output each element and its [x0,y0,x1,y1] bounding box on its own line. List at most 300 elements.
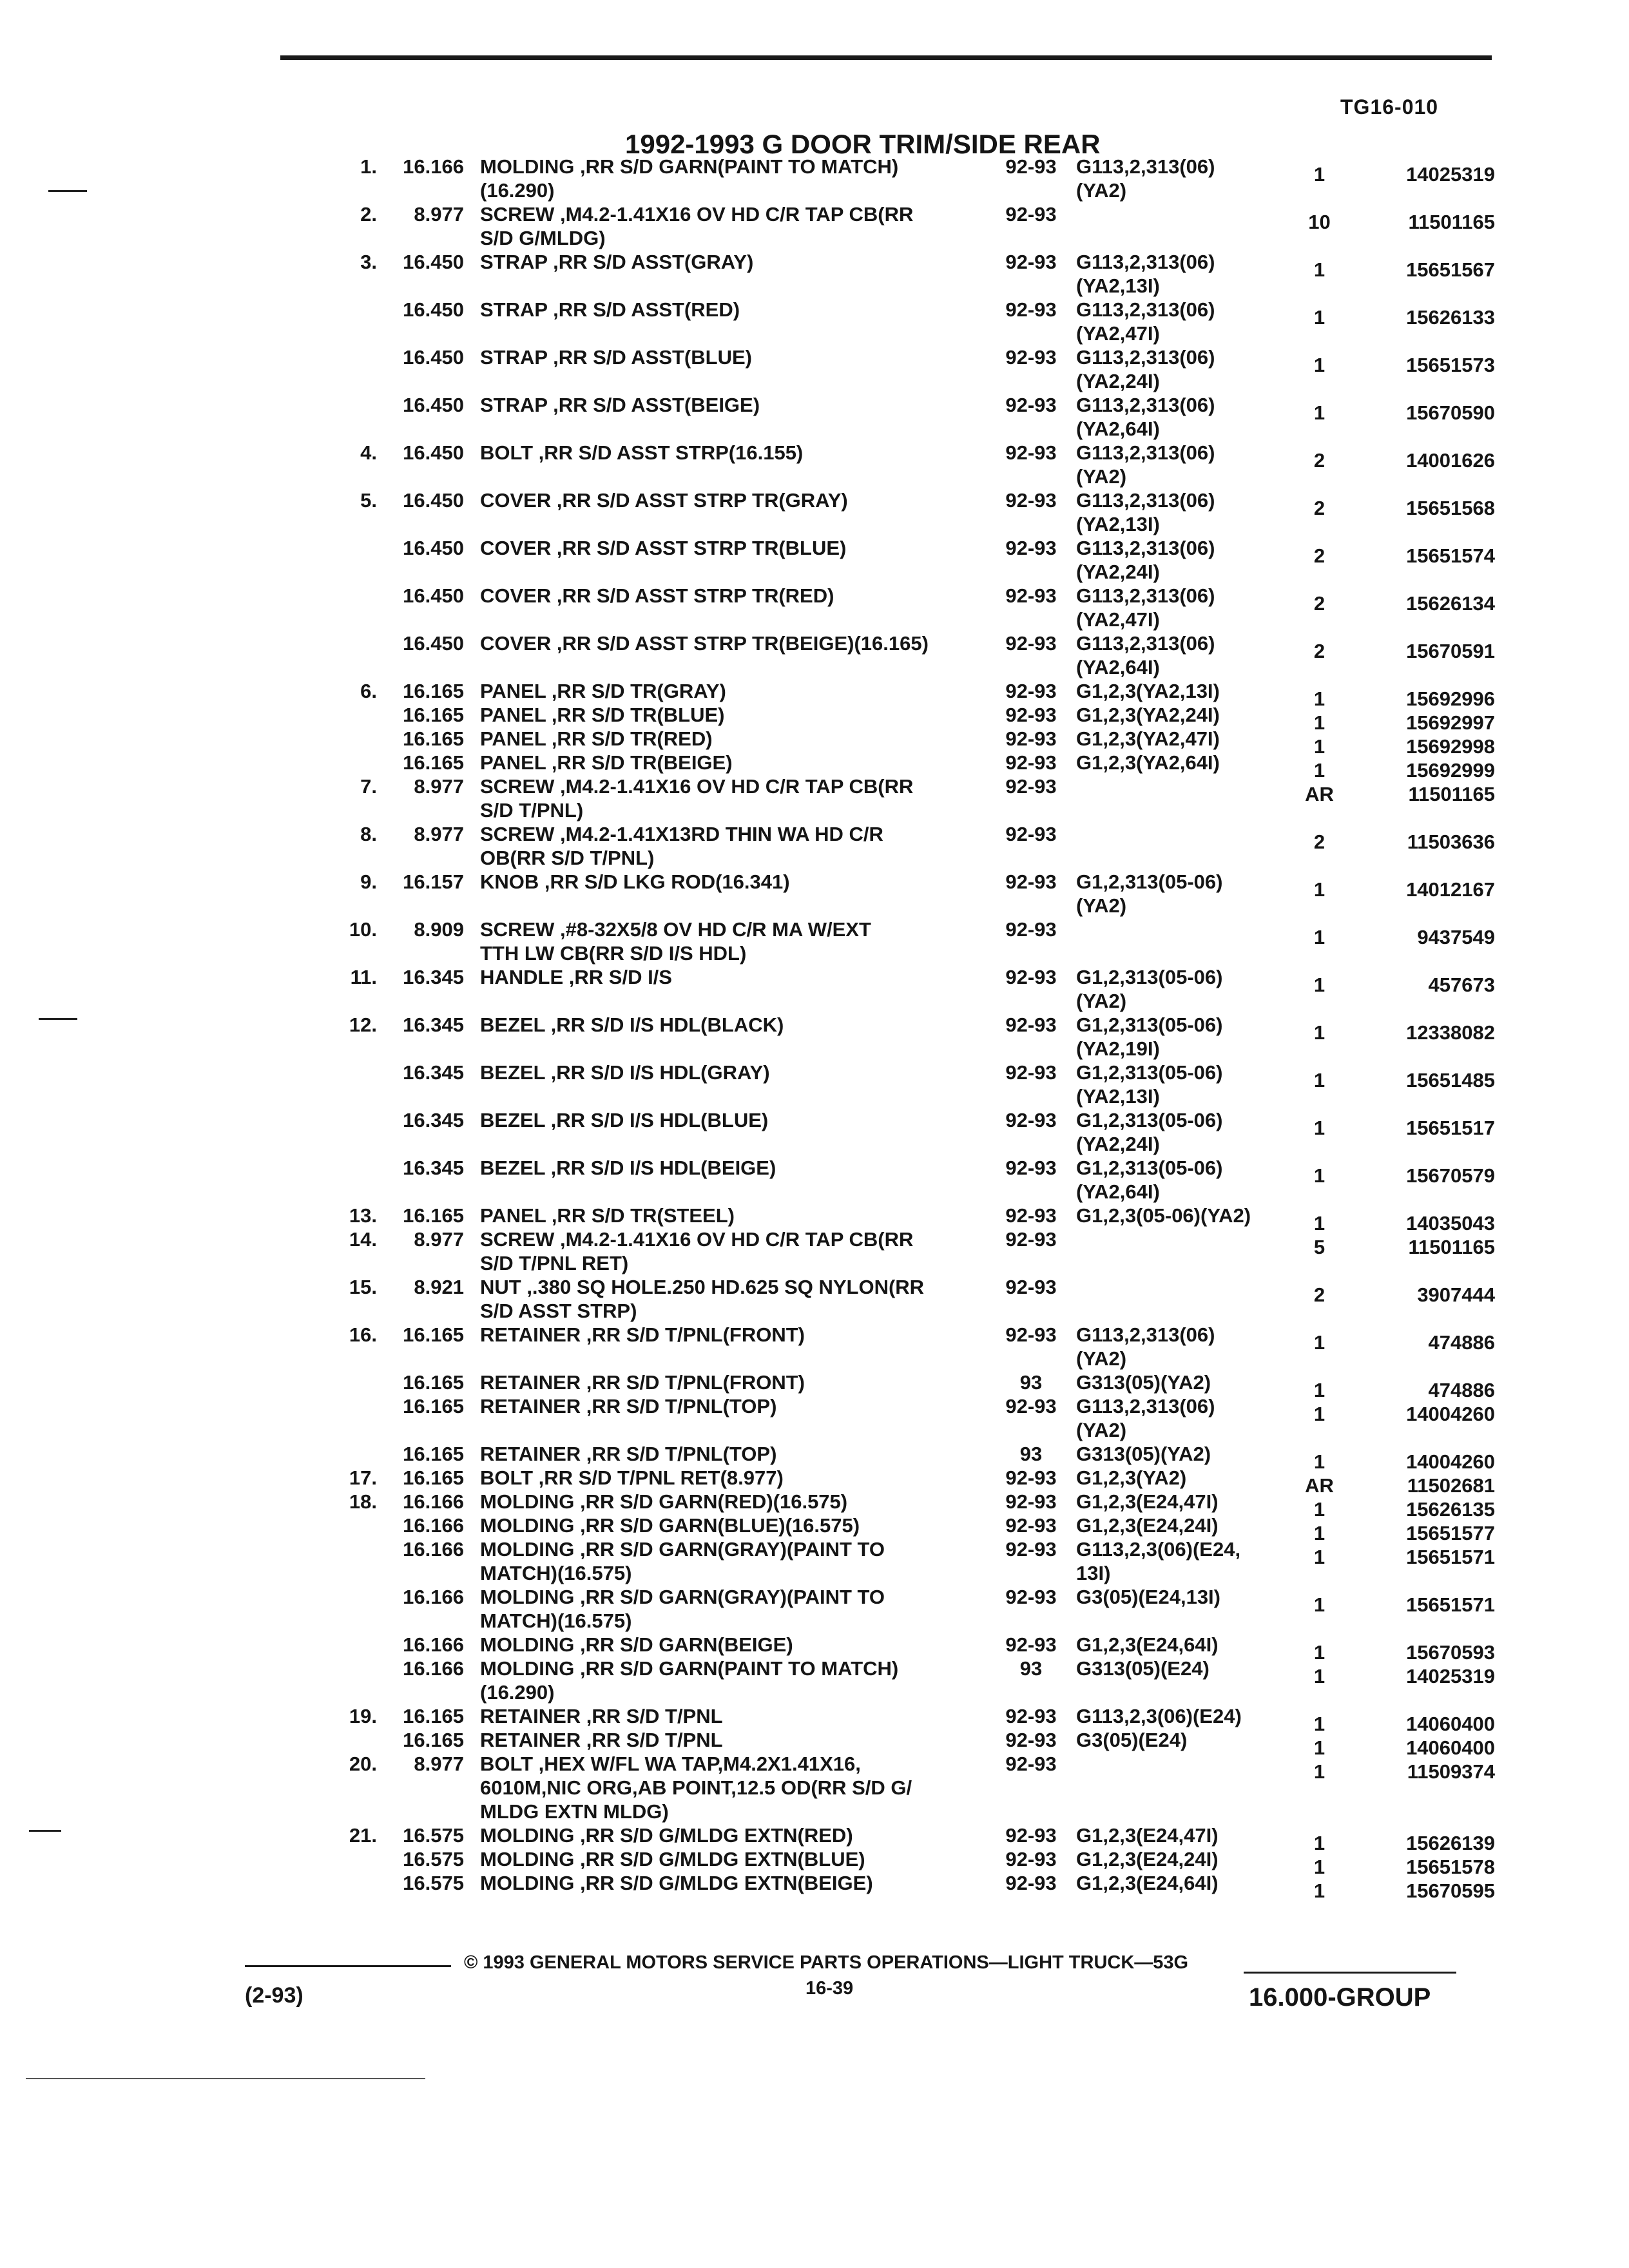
group-number: 16.450 [403,489,464,512]
table-row [0,584,1629,631]
model-years: 92-93 [1005,870,1057,893]
table-row [0,1227,1629,1275]
item-number: 6. [360,680,377,702]
quantity: 2 [1313,544,1325,567]
usage-code: G113,2,313(06) (YA2,24I) [1076,346,1215,392]
part-number: 12338082 [1406,1021,1495,1044]
group-number: 16.165 [403,1443,464,1465]
part-number: 15651577 [1406,1522,1495,1544]
page-number: 16-39 [805,1978,854,1999]
usage-code: G113,2,313(06) (YA2) [1076,1395,1215,1441]
quantity: 1 [1313,735,1325,758]
part-number: 15651517 [1406,1117,1495,1139]
table-row [0,1728,1629,1759]
group-number: 16.345 [403,1109,464,1131]
item-number: 5. [360,489,377,512]
part-description: SCREW ,#8-32X5/8 OV HD C/R MA W/EXT TTH LW CB(RR S/D I/S HDL) [480,918,871,965]
usage-code: G313(05)(YA2) [1076,1443,1211,1465]
group-number: 8.909 [414,918,464,941]
item-number: 8. [360,823,377,845]
part-description: MOLDING ,RR S/D GARN(PAINT TO MATCH) (16.290) [480,155,899,202]
quantity: 1 [1313,1713,1325,1735]
quantity: 1 [1313,1069,1325,1091]
part-description: NUT ,.380 SQ HOLE.250 HD.625 SQ NYLON(RR S/D ASST STRP) [480,1276,925,1322]
part-description: STRAP ,RR S/D ASST(GRAY) [480,251,754,273]
quantity: 1 [1313,759,1325,782]
group-number: 16.166 [403,155,464,178]
usage-code: G113,2,313(06) (YA2,24I) [1076,537,1215,583]
quantity: 2 [1313,640,1325,662]
table-row [0,1370,1629,1401]
part-number: 15651567 [1406,258,1495,281]
footer-rule-left [245,1965,451,1967]
model-years: 92-93 [1005,918,1057,941]
part-description: MOLDING ,RR S/D GARN(GRAY)(PAINT TO MATCH)(16.575) [480,1538,885,1584]
item-number: 17. [349,1466,377,1489]
group-number: 8.977 [414,823,464,845]
model-years: 92-93 [1005,704,1057,726]
part-description: RETAINER ,RR S/D T/PNL(FRONT) [480,1323,805,1346]
table-row [0,1847,1629,1878]
quantity: 1 [1313,1403,1325,1425]
table-row [0,1704,1629,1735]
quantity: 1 [1313,1760,1325,1783]
item-number: 1. [360,155,377,178]
table-row [0,631,1629,679]
item-number: 14. [349,1228,377,1251]
quantity: 1 [1313,1522,1325,1544]
table-row [0,393,1629,441]
part-description: SCREW ,M4.2-1.41X16 OV HD C/R TAP CB(RR S/D T/PNL) [480,775,914,822]
model-years: 92-93 [1005,823,1057,845]
part-number: 14035043 [1406,1212,1495,1235]
group-number: 16.450 [403,537,464,559]
model-years: 92-93 [1005,584,1057,607]
quantity: 1 [1313,163,1325,186]
table-row [0,488,1629,536]
usage-code: G113,2,313(06) (YA2,64I) [1076,632,1215,678]
group-number: 16.165 [403,1204,464,1227]
usage-code: G113,2,3(06)(E24) [1076,1705,1242,1727]
part-number: 15651568 [1406,497,1495,519]
model-years: 92-93 [1005,346,1057,369]
quantity: 1 [1313,306,1325,329]
model-years: 92-93 [1005,632,1057,655]
usage-code: G1,2,313(05-06) (YA2,64I) [1076,1157,1223,1203]
part-number: 14025319 [1406,1665,1495,1687]
part-number: 15692997 [1406,711,1495,734]
part-number: 14004260 [1406,1450,1495,1473]
item-number: 20. [349,1753,377,1775]
usage-code: G1,2,3(E24,24I) [1076,1848,1219,1870]
table-row [0,1585,1629,1633]
quantity: 1 [1313,1212,1325,1235]
model-years: 92-93 [1005,1323,1057,1346]
part-description: MOLDING ,RR S/D GARN(BEIGE) [480,1633,793,1656]
table-row [0,1871,1629,1902]
model-years: 93 [1019,1657,1043,1680]
model-years: 92-93 [1005,1228,1057,1251]
table-row [0,1823,1629,1854]
item-number: 10. [349,918,377,941]
model-years: 92-93 [1005,1705,1057,1727]
part-number: 9437549 [1417,926,1495,948]
model-years: 92-93 [1005,1586,1057,1608]
part-number: 15626135 [1406,1498,1495,1521]
group-number: 16.450 [403,394,464,416]
group-number: 8.977 [414,775,464,798]
part-description: STRAP ,RR S/D ASST(BEIGE) [480,394,760,416]
table-row [0,679,1629,710]
part-number: 14060400 [1406,1713,1495,1735]
table-row [0,774,1629,822]
model-years: 92-93 [1005,1061,1057,1084]
model-years: 92-93 [1005,1109,1057,1131]
table-row [0,1108,1629,1156]
table-row [0,1514,1629,1544]
model-years: 92-93 [1005,1204,1057,1227]
usage-code: G1,2,3(YA2,24I) [1076,704,1220,726]
usage-code: G1,2,3(YA2,64I) [1076,751,1220,774]
usage-code: G113,2,313(06) (YA2) [1076,1323,1215,1370]
table-row [0,1275,1629,1323]
quantity: 1 [1313,1593,1325,1616]
group-number: 16.166 [403,1490,464,1513]
table-row [0,1657,1629,1704]
part-number: 457673 [1428,974,1495,996]
table-row [0,1013,1629,1061]
part-number: 3907444 [1417,1283,1495,1306]
group-number: 16.165 [403,1395,464,1418]
model-years: 92-93 [1005,155,1057,178]
part-description: PANEL ,RR S/D TR(BEIGE) [480,751,733,774]
part-description: BOLT ,HEX W/FL WA TAP,M4.2X1.41X16, 6010M,NIC ORG,AB POINT,12.5 OD(RR S/D G/ MLDG EXTN MLDG) [480,1753,912,1823]
usage-code: G1,2,313(05-06) (YA2,13I) [1076,1061,1223,1108]
part-number: 11502681 [1407,1474,1495,1497]
part-description: BOLT ,RR S/D ASST STRP(16.155) [480,441,804,464]
group-number: 16.450 [403,584,464,607]
usage-code: G1,2,3(E24,64I) [1076,1633,1219,1656]
table-row [0,870,1629,918]
model-years: 92-93 [1005,751,1057,774]
usage-code: G1,2,3(E24,64I) [1076,1872,1219,1894]
table-row [0,202,1629,250]
page-title: 1992-1993 G DOOR TRIM/SIDE REAR [625,129,1101,159]
usage-code: G113,2,313(06) (YA2,13I) [1076,251,1215,297]
part-description: MOLDING ,RR S/D G/MLDG EXTN(BEIGE) [480,1872,873,1894]
item-number: 9. [360,870,377,893]
group-number: 16.166 [403,1657,464,1680]
group-number: 16.450 [403,298,464,321]
part-number: 15651574 [1406,544,1495,567]
quantity: 1 [1313,1832,1325,1854]
usage-code: G113,2,313(06) (YA2) [1076,155,1215,202]
top-rule [280,55,1492,60]
part-description: PANEL ,RR S/D TR(STEEL) [480,1204,735,1227]
item-number: 19. [349,1705,377,1727]
part-description: STRAP ,RR S/D ASST(RED) [480,298,740,321]
group-number: 16.345 [403,1061,464,1084]
item-number: 7. [360,775,377,798]
quantity: 1 [1313,401,1325,424]
part-number: 15670590 [1406,401,1495,424]
part-description: BOLT ,RR S/D T/PNL RET(8.977) [480,1466,784,1489]
part-description: MOLDING ,RR S/D GARN(BLUE)(16.575) [480,1514,860,1537]
table-row [0,441,1629,488]
quantity: 1 [1313,974,1325,996]
table-row [0,536,1629,584]
table-row [0,250,1629,298]
quantity: 1 [1313,926,1325,948]
part-description: HANDLE ,RR S/D I/S [480,966,672,988]
model-years: 92-93 [1005,1514,1057,1537]
part-number: 14004260 [1406,1403,1495,1425]
table-row [0,751,1629,782]
part-description: BEZEL ,RR S/D I/S HDL(BLACK) [480,1014,784,1036]
usage-code: G1,2,3(E24,47I) [1076,1824,1219,1847]
quantity: AR [1305,1474,1334,1497]
part-description: MOLDING ,RR S/D GARN(RED)(16.575) [480,1490,848,1513]
model-years: 92-93 [1005,966,1057,988]
part-description: BEZEL ,RR S/D I/S HDL(BLUE) [480,1109,769,1131]
part-number: 15670591 [1406,640,1495,662]
item-number: 11. [350,966,377,988]
group-number: 16.165 [403,1466,464,1489]
part-description: PANEL ,RR S/D TR(RED) [480,727,713,750]
quantity: 1 [1313,1164,1325,1187]
quantity: 1 [1313,1379,1325,1401]
model-years: 92-93 [1005,203,1057,226]
group-number: 16.165 [403,1323,464,1346]
group-number: 8.977 [414,1228,464,1251]
part-number: 15626134 [1406,592,1495,615]
part-description: COVER ,RR S/D ASST STRP TR(BLUE) [480,537,847,559]
part-description: BEZEL ,RR S/D I/S HDL(GRAY) [480,1061,770,1084]
part-number: 14012167 [1406,878,1495,901]
group-number: 16.165 [403,680,464,702]
item-number: 21. [349,1824,377,1847]
model-years: 92-93 [1005,537,1057,559]
model-years: 92-93 [1005,1014,1057,1036]
quantity: 1 [1313,711,1325,734]
group-number: 16.450 [403,441,464,464]
usage-code: G113,2,3(06)(E24, 13I) [1076,1538,1241,1584]
group-number: 16.165 [403,1705,464,1727]
group-number: 8.977 [414,1753,464,1775]
group-label: 16.000-GROUP [1249,1983,1431,2012]
part-description: MOLDING ,RR S/D G/MLDG EXTN(RED) [480,1824,853,1847]
footer-copyright: © 1993 GENERAL MOTORS SERVICE PARTS OPERATIONS—LIGHT TRUCK—53G [464,1952,1189,1973]
part-description: SCREW ,M4.2-1.41X16 OV HD C/R TAP CB(RR S/D T/PNL RET) [480,1228,914,1274]
group-number: 8.977 [414,203,464,226]
model-years: 93 [1019,1443,1043,1465]
table-row [0,822,1629,870]
model-years: 92-93 [1005,727,1057,750]
usage-code: G1,2,3(YA2) [1076,1466,1187,1489]
item-number: 18. [349,1490,377,1513]
usage-code: G313(05)(E24) [1076,1657,1210,1680]
part-number: 11503636 [1407,831,1495,853]
model-years: 92-93 [1005,1466,1057,1489]
model-years: 92-93 [1005,1490,1057,1513]
model-years: 92-93 [1005,489,1057,512]
part-description: COVER ,RR S/D ASST STRP TR(BEIGE)(16.165) [480,632,929,655]
model-years: 92-93 [1005,1753,1057,1775]
quantity: AR [1305,783,1334,805]
group-number: 16.157 [403,870,464,893]
group-number: 16.575 [403,1824,464,1847]
item-number: 15. [349,1276,377,1298]
part-description: STRAP ,RR S/D ASST(BLUE) [480,346,752,369]
part-number: 15692999 [1406,759,1495,782]
part-number: 11501165 [1408,1236,1495,1258]
quantity: 1 [1313,1665,1325,1687]
document-code: TG16-010 [1340,95,1439,119]
part-number: 11501165 [1408,211,1495,233]
quantity: 2 [1313,497,1325,519]
usage-code: G113,2,313(06) (YA2,64I) [1076,394,1215,440]
part-description: MOLDING ,RR S/D GARN(GRAY)(PAINT TO MATCH)(16.575) [480,1586,885,1632]
group-number: 8.921 [414,1276,464,1298]
part-number: 15651578 [1406,1856,1495,1878]
part-number: 15692998 [1406,735,1495,758]
usage-code: G1,2,3(YA2,47I) [1076,727,1220,750]
usage-code: G313(05)(YA2) [1076,1371,1211,1394]
parts-list [0,155,1629,1902]
model-years: 92-93 [1005,1824,1057,1847]
quantity: 2 [1313,592,1325,615]
part-description: RETAINER ,RR S/D T/PNL(FRONT) [480,1371,805,1394]
usage-code: G113,2,313(06) (YA2,47I) [1076,584,1215,631]
part-number: 15670595 [1406,1879,1495,1902]
table-row [0,918,1629,965]
item-number: 2. [360,203,377,226]
quantity: 2 [1313,1283,1325,1306]
part-number: 474886 [1428,1379,1495,1401]
part-description: BEZEL ,RR S/D I/S HDL(BEIGE) [480,1157,776,1179]
quantity: 1 [1313,1117,1325,1139]
group-number: 16.165 [403,704,464,726]
group-number: 16.345 [403,966,464,988]
model-years: 92-93 [1005,1395,1057,1418]
quantity: 1 [1313,687,1325,710]
part-description: RETAINER ,RR S/D T/PNL [480,1705,723,1727]
usage-code: G3(05)(E24) [1076,1729,1188,1751]
part-description: PANEL ,RR S/D TR(GRAY) [480,680,726,702]
usage-code: G113,2,313(06) (YA2) [1076,441,1215,488]
footer-date: (2-93) [245,1983,304,2008]
group-number: 16.166 [403,1514,464,1537]
item-number: 16. [349,1323,377,1346]
table-row [0,1633,1629,1664]
table-row [0,1061,1629,1108]
part-number: 15670593 [1406,1641,1495,1664]
model-years: 92-93 [1005,1157,1057,1179]
usage-code: G1,2,313(05-06) (YA2,24I) [1076,1109,1223,1155]
quantity: 1 [1313,1498,1325,1521]
model-years: 92-93 [1005,298,1057,321]
part-description: SCREW ,M4.2-1.41X13RD THIN WA HD C/R OB(RR S/D T/PNL) [480,823,883,869]
model-years: 92-93 [1005,1848,1057,1870]
item-number: 13. [349,1204,377,1227]
part-description: MOLDING ,RR S/D G/MLDG EXTN(BLUE) [480,1848,865,1870]
part-description: KNOB ,RR S/D LKG ROD(16.341) [480,870,790,893]
quantity: 1 [1313,878,1325,901]
item-number: 3. [360,251,377,273]
part-number: 11501165 [1408,783,1495,805]
quantity: 1 [1313,1736,1325,1759]
table-row [0,1752,1629,1823]
model-years: 92-93 [1005,1872,1057,1894]
usage-code: G1,2,313(05-06) (YA2) [1076,870,1223,917]
quantity: 1 [1313,258,1325,281]
item-number: 12. [349,1014,377,1036]
table-row [0,965,1629,1013]
part-number: 15651573 [1406,354,1495,376]
group-number: 16.165 [403,1371,464,1394]
group-number: 16.345 [403,1157,464,1179]
model-years: 92-93 [1005,394,1057,416]
usage-code: G1,2,3(05-06)(YA2) [1076,1204,1251,1227]
table-row [0,1490,1629,1521]
table-row [0,1323,1629,1370]
quantity: 1 [1313,354,1325,376]
model-years: 92-93 [1005,1538,1057,1561]
part-number: 14001626 [1406,449,1495,472]
group-number: 16.450 [403,346,464,369]
usage-code: G113,2,313(06) (YA2,13I) [1076,489,1215,535]
group-number: 16.575 [403,1848,464,1870]
part-description: PANEL ,RR S/D TR(BLUE) [480,704,725,726]
table-row [0,1156,1629,1204]
quantity: 1 [1313,1331,1325,1354]
quantity: 1 [1313,1856,1325,1878]
bottom-rule [26,2078,425,2079]
usage-code: G113,2,313(06) (YA2,47I) [1076,298,1215,345]
part-description: COVER ,RR S/D ASST STRP TR(RED) [480,584,834,607]
table-row [0,155,1629,202]
quantity: 1 [1313,1641,1325,1664]
part-description: RETAINER ,RR S/D T/PNL [480,1729,723,1751]
usage-code: G1,2,3(YA2,13I) [1076,680,1220,702]
quantity: 1 [1313,1879,1325,1902]
usage-code: G1,2,313(05-06) (YA2) [1076,966,1223,1012]
quantity: 1 [1313,1021,1325,1044]
part-number: 15626133 [1406,306,1495,329]
part-number: 15626139 [1406,1832,1495,1854]
group-number: 16.165 [403,751,464,774]
part-number: 15651571 [1406,1546,1495,1568]
group-number: 16.166 [403,1633,464,1656]
group-number: 16.345 [403,1014,464,1036]
table-row [0,1537,1629,1585]
model-years: 92-93 [1005,775,1057,798]
part-number: 11509374 [1407,1760,1495,1783]
usage-code: G1,2,3(E24,47I) [1076,1490,1219,1513]
group-number: 16.165 [403,727,464,750]
part-number: 14025319 [1406,163,1495,186]
part-description: RETAINER ,RR S/D T/PNL(TOP) [480,1443,777,1465]
model-years: 92-93 [1005,1276,1057,1298]
table-row [0,298,1629,345]
part-description: MOLDING ,RR S/D GARN(PAINT TO MATCH) (16.290) [480,1657,899,1704]
group-number: 16.450 [403,251,464,273]
item-number: 4. [360,441,377,464]
quantity: 10 [1308,211,1331,233]
model-years: 92-93 [1005,1633,1057,1656]
part-number: 474886 [1428,1331,1495,1354]
part-number: 15670579 [1406,1164,1495,1187]
